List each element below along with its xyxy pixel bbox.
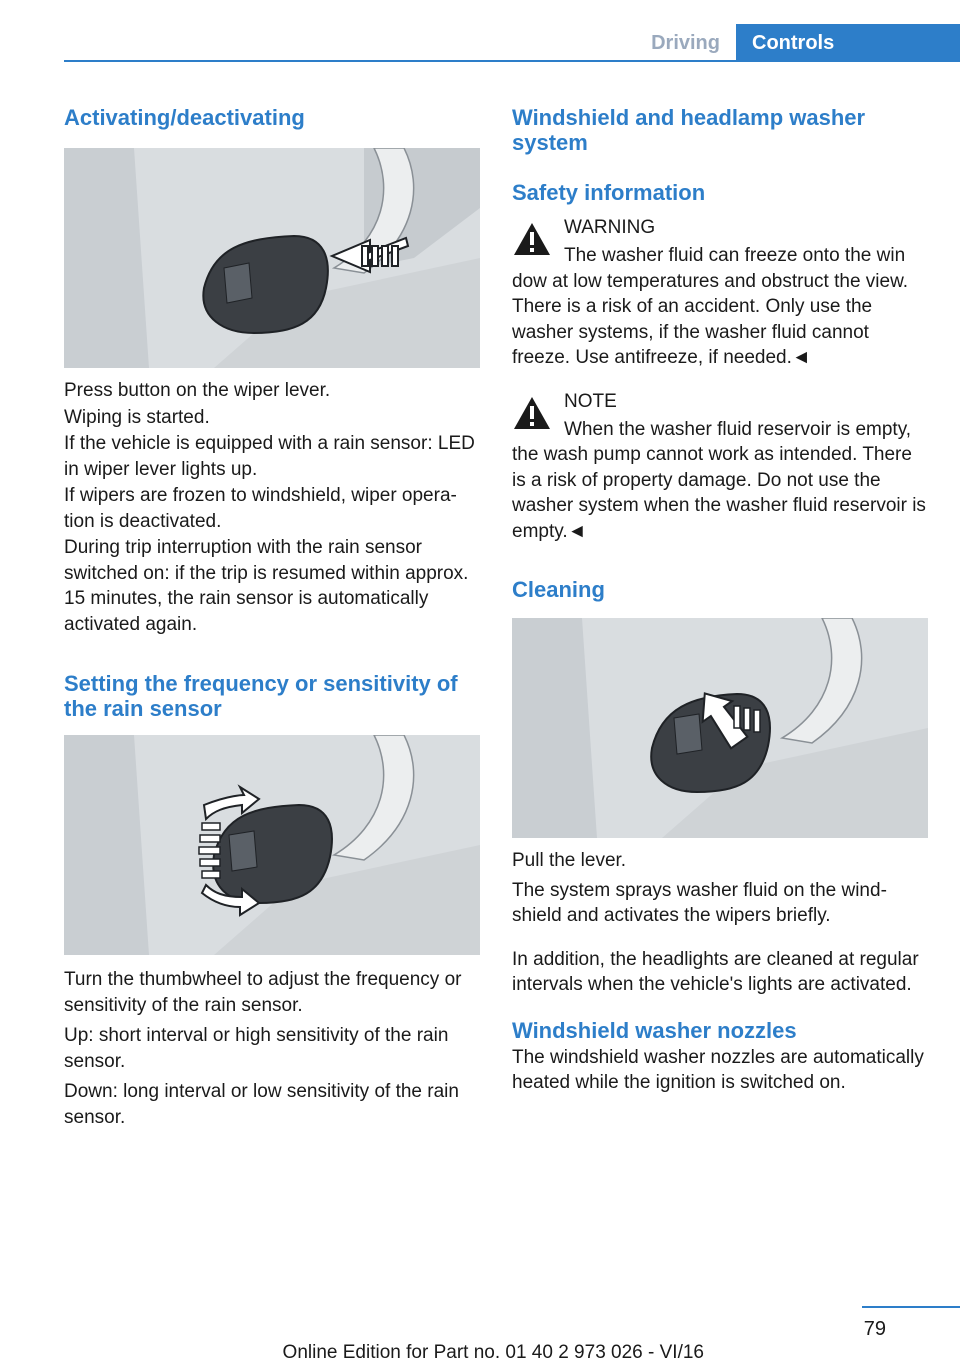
chapter-tab: Controls [736,24,960,62]
activating-heading: Activating/deactivating [64,105,305,130]
right-column [512,100,928,1096]
thumbwheel-illustration [64,735,480,955]
left-column [64,100,480,1130]
warning-body: dow at low temperatures and obstruct the view. There is a risk of an accident. Only use the washer systems, if the washer fluid cannot freeze. Use antifreeze, if needed.◄ [512,270,909,368]
warning-triangle-icon [512,221,552,257]
page-number: 79 [863,1318,886,1340]
warning-block [512,215,928,371]
washer-heading: Windshield and headlamp washer system [512,105,866,155]
warning-title: WARNING [564,217,656,238]
section-label: Driving [651,32,720,54]
frequency-heading: Setting the frequency or sensitivity of the rain sensor [64,671,458,721]
page-header [0,0,960,62]
note-triangle-icon [512,395,552,431]
activating-para-4: If wipers are frozen to windshield, wiper operation is deactivated. [64,485,457,532]
headlights-para: In addition, the headlights are cleaned at regular intervals when the vehicle's lights are activated. [512,948,919,995]
wiper-lever-button-illustration [64,148,480,368]
warning-first-line: The washer fluid can freeze onto the win [564,245,906,266]
nozzles-para: The windshield washer nozzles are automatically heated while the ignition is switched on. [512,1046,924,1093]
note-body: the wash pump cannot work as intended. There is a risk of property damage. Do not use the washer system when the washer fluid reservoir is empty.◄ [512,444,926,542]
activating-para-2: Wiping is started. [64,406,210,428]
note-first-line: When the washer fluid reservoir is empty, [564,418,912,440]
safety-heading: Safety information [512,180,706,205]
pull-lever-illustration [512,618,928,838]
footer-rule [862,1306,960,1308]
frequency-para-1: Turn the thumbwheel to adjust the frequency or sensitivity of the rain sensor. [64,969,462,1016]
frequency-para-3: Down: long interval or low sensitivity of the rain sensor. [64,1081,459,1128]
edition-note: Online Edition for Part no. 01 40 2 973 026 - VI/16 [282,1342,704,1363]
header-rule [64,60,960,62]
activating-para-1: Press button on the wiper lever. [64,380,331,401]
note-block [512,389,928,545]
cleaning-para-2: The system sprays washer fluid on the windshield and activates the wipers briefly. [512,879,887,926]
activating-para-5: During trip interruption with the rain sensor switched on: if the trip is resumed within approx. 15 minutes, the rain sensor is automatically activated again. [64,537,469,635]
note-title: NOTE [564,390,617,412]
cleaning-para-1: Pull the lever. [512,850,627,871]
activating-para-3: If the vehicle is equipped with a rain sensor: LED in wiper lever lights up. [64,433,475,480]
frequency-para-2: Up: short interval or high sensitivity of the rain sensor. [64,1025,449,1072]
cleaning-heading: Cleaning [512,577,605,602]
nozzles-heading: Windshield washer nozzles [512,1017,797,1043]
